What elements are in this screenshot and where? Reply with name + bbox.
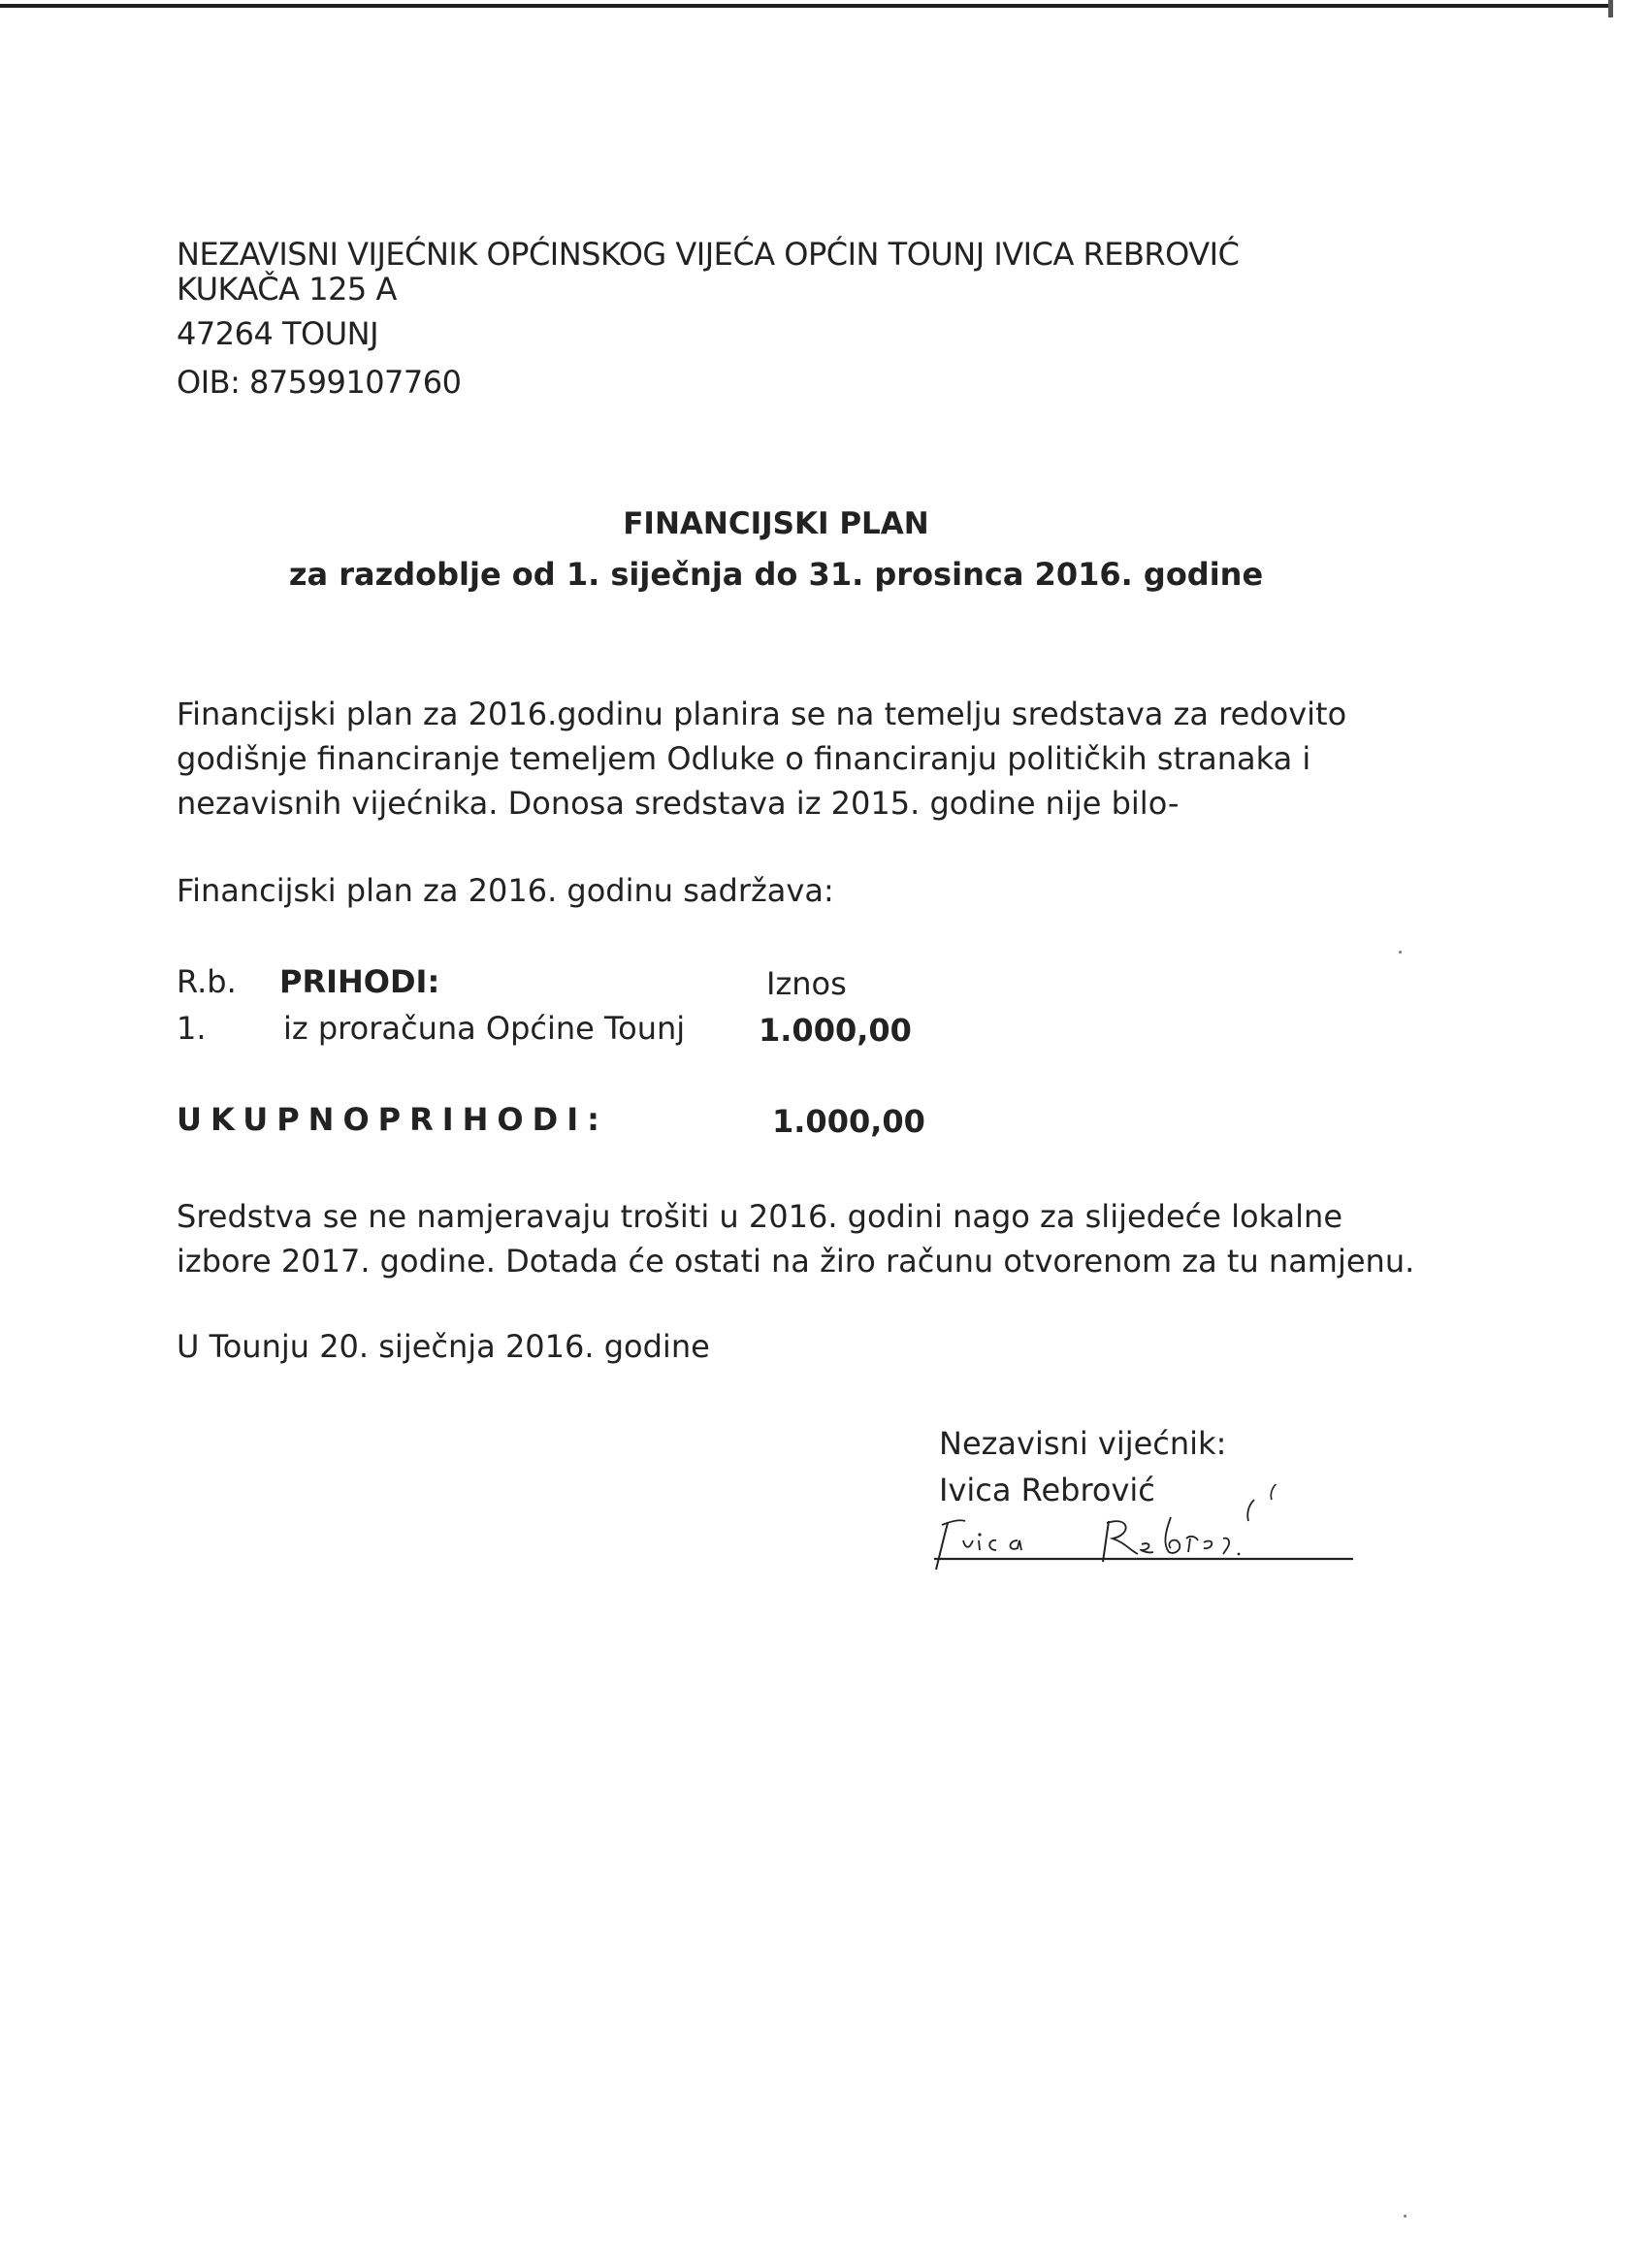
total-label: UKUPNOPRIHODI: bbox=[177, 1101, 608, 1138]
column-header-prihodi: PRIHODI: bbox=[279, 963, 440, 1000]
scan-speck bbox=[1404, 2215, 1406, 2218]
closing-line: Sredstva se ne namjeravaju trošiti u 2016. godini nago za slijedeće lokalne bbox=[177, 1198, 1343, 1235]
signature-role: Nezavisni vijećnik: bbox=[939, 1425, 1227, 1462]
row-description: iz proračuna Općine Tounj bbox=[283, 1010, 686, 1047]
intro-line: godišnje financiranje temeljem Odluke o financiranju političkih stranaka i bbox=[177, 740, 1311, 777]
sender-name: NEZAVISNI VIJEĆNIK OPĆINSKOG VIJEĆA OPĆIN TOUNJ IVICA REBROVIĆ bbox=[177, 236, 1240, 273]
column-header-rb: R.b. bbox=[177, 963, 237, 1000]
closing-line: izbore 2017. godine. Dotada će ostati na žiro računu otvorenom za tu namjenu. bbox=[177, 1243, 1415, 1280]
sender-street: KUKAČA 125 A bbox=[177, 271, 397, 308]
intro-line: nezavisnih vijećnika. Donosa sredstava iz 2015. godine nije bilo- bbox=[177, 785, 1180, 822]
intro-line: Financijski plan za 2016.godinu planira se na temelju sredstava za redovito bbox=[177, 696, 1347, 732]
row-amount: 1.000,00 bbox=[759, 1012, 912, 1049]
column-header-iznos: Iznos bbox=[766, 965, 847, 1002]
scan-top-edge bbox=[0, 4, 1610, 8]
place-and-date: U Tounju 20. siječnja 2016. godine bbox=[177, 1328, 710, 1365]
sender-city: 47264 TOUNJ bbox=[177, 315, 378, 352]
row-number: 1. bbox=[177, 1010, 207, 1047]
sender-oib: OIB: 87599107760 bbox=[177, 364, 462, 401]
scan-speck bbox=[1399, 951, 1402, 954]
handwritten-signature bbox=[926, 1484, 1373, 1571]
contents-intro: Financijski plan za 2016. godinu sadržava: bbox=[177, 872, 834, 909]
total-amount: 1.000,00 bbox=[772, 1103, 925, 1140]
document-title: FINANCIJSKI PLAN bbox=[623, 506, 929, 541]
signature-name: Ivica Rebrović bbox=[939, 1472, 1155, 1508]
scan-corner-mark bbox=[1608, 0, 1613, 17]
document-subtitle: za razdoblje od 1. siječnja do 31. prosinca 2016. godine bbox=[288, 556, 1264, 593]
